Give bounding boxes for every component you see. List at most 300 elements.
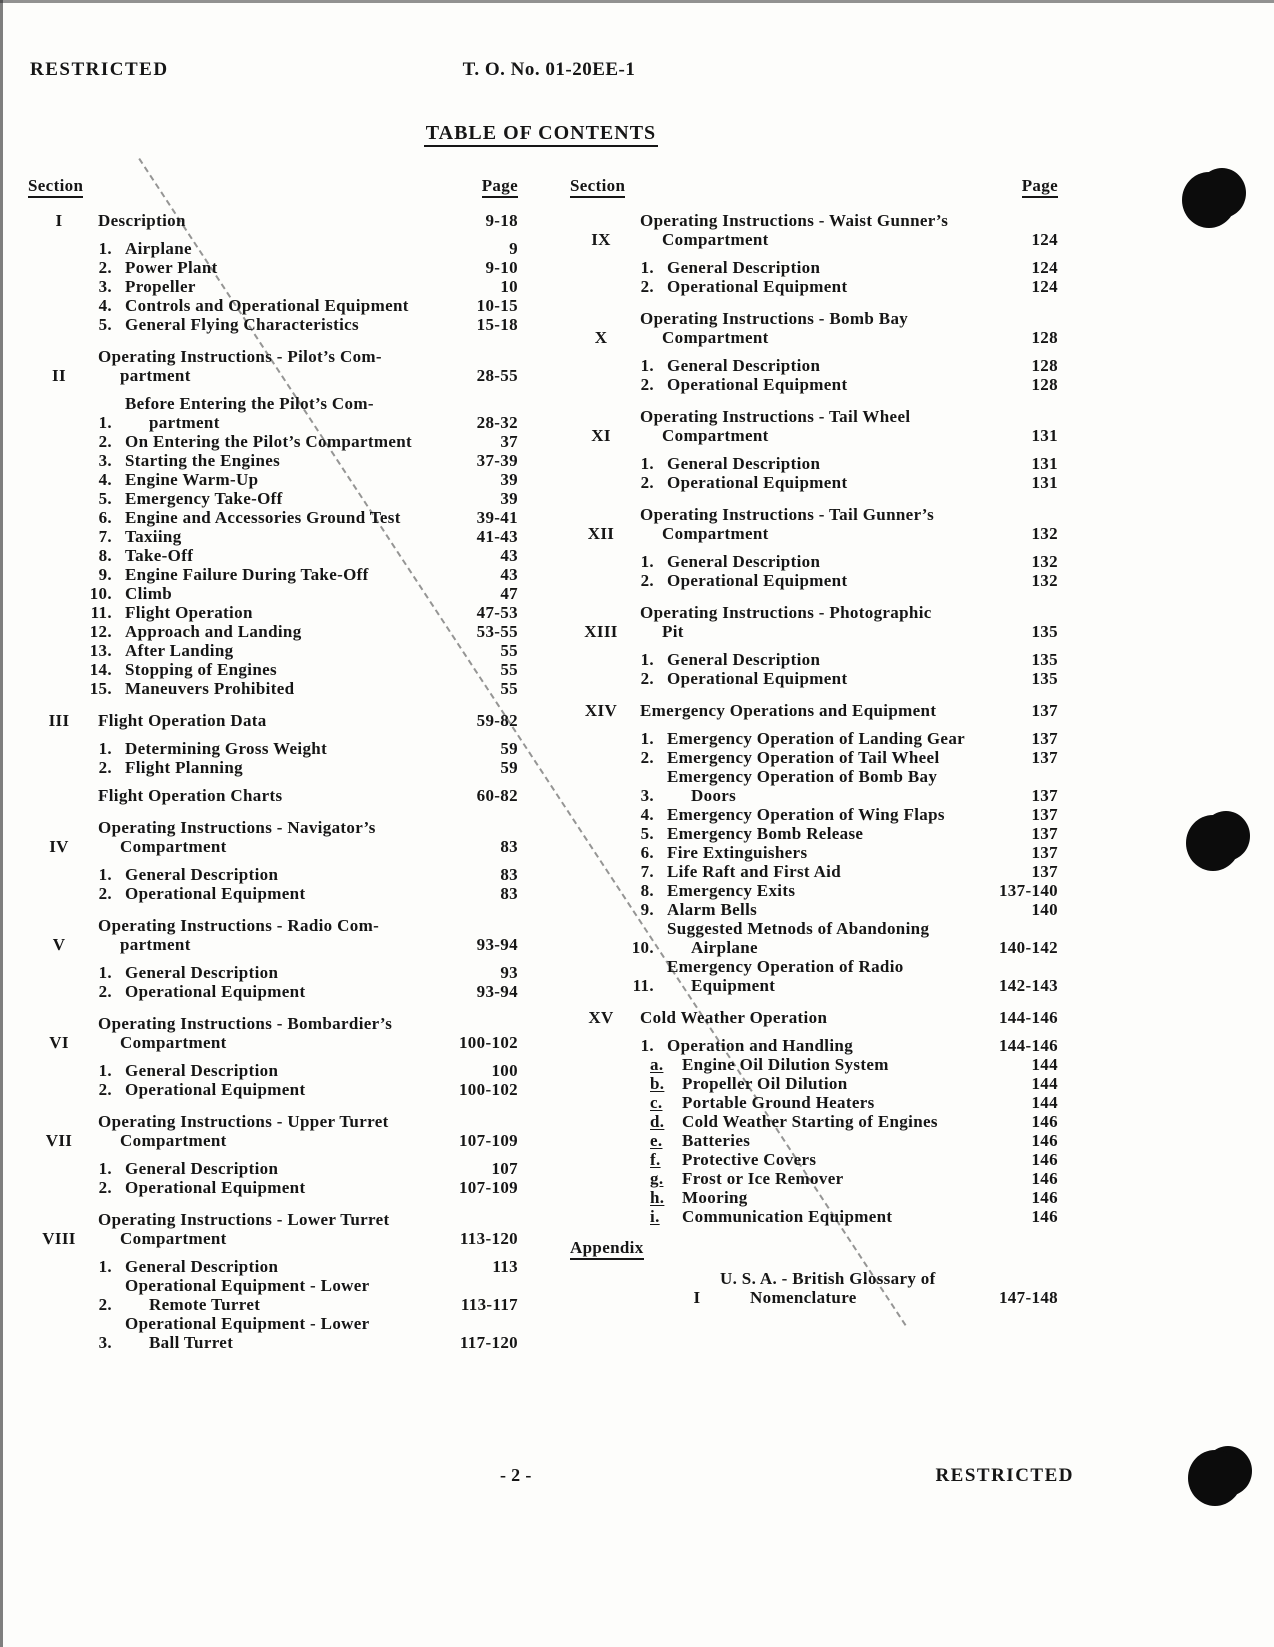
entry-title-line: Operating Instructions - Photographic	[640, 603, 932, 622]
toc-item-row	[28, 1178, 518, 1197]
entry-title	[98, 1210, 454, 1248]
entry-title-line: Operating Instructions - Navigator’s	[98, 818, 376, 837]
entry-title-line: Cold Weather Operation	[640, 1008, 828, 1027]
entry-title-line: On Entering the Pilot’s Compartment	[125, 432, 413, 451]
entry-label: XII	[587, 524, 615, 543]
entry-label: II	[52, 366, 66, 385]
toc-section-row	[570, 701, 1058, 720]
entry-title-line: General Description	[667, 258, 821, 277]
entry-page: 39-41	[476, 508, 518, 527]
entry-label: h.	[650, 1188, 665, 1207]
entry-page: 107-109	[458, 1178, 518, 1197]
entry-title-line: Emergency Operation of Tail Wheel	[667, 748, 940, 767]
entry-label: 2.	[640, 669, 654, 688]
entry-title-line: Propeller	[125, 277, 196, 296]
entry-label: f.	[650, 1150, 661, 1169]
entry-label: g.	[650, 1169, 664, 1188]
entry-label: 3.	[98, 277, 112, 296]
toc-item-row	[570, 748, 1058, 767]
entry-label: 11.	[632, 976, 654, 995]
page-column-header: Page	[1022, 176, 1058, 198]
entry-page: 113	[492, 1257, 518, 1276]
entry-label: 2.	[98, 1295, 112, 1314]
entry-title-line: Cold Weather Starting of Engines	[682, 1112, 938, 1131]
entry-title-line: Starting the Engines	[125, 451, 281, 470]
toc-item-row	[570, 957, 1058, 995]
entry-title	[720, 1269, 993, 1307]
toc-item-row	[28, 394, 518, 432]
entry-page: 137	[1031, 701, 1058, 720]
entry-title-line: Ball Turret	[149, 1333, 234, 1352]
toc-item-row	[28, 679, 518, 698]
entry-label: 2.	[640, 571, 654, 590]
entry-page: 60-82	[476, 786, 518, 805]
entry-title-line: Flight Operation Charts	[98, 786, 283, 805]
entry-label: 1.	[640, 729, 654, 748]
entry-title-line: Maneuvers Prohibited	[125, 679, 295, 698]
entry-title-line: Engine and Accessories Ground Test	[125, 508, 401, 527]
entry-page: 93-94	[476, 982, 518, 1001]
entry-label: a.	[650, 1055, 664, 1074]
entry-title	[682, 1207, 1025, 1226]
entry-title-line: Operational Equipment - Lower	[125, 1314, 370, 1333]
entry-title-line: Frost or Ice Remover	[682, 1169, 844, 1188]
entry-page: 107	[491, 1159, 518, 1178]
entry-title	[640, 603, 1025, 641]
entry-label: 5.	[98, 489, 112, 508]
entry-page: 100-102	[458, 1080, 518, 1099]
toc-item-row	[570, 862, 1058, 881]
entry-title	[640, 505, 1025, 543]
entry-title	[125, 451, 471, 470]
toc-section-row	[28, 347, 518, 385]
toc-item-row	[570, 473, 1058, 492]
toc-item-row	[28, 982, 518, 1001]
column-header	[570, 176, 1058, 198]
entry-page: 144	[1031, 1093, 1058, 1112]
entry-title-line: General Flying Characteristics	[125, 315, 359, 334]
toc-heading-row	[570, 1238, 1058, 1260]
entry-title	[98, 1112, 453, 1150]
entry-label: 1.	[640, 650, 654, 669]
entry-label: 2.	[98, 1080, 112, 1099]
entry-title	[98, 818, 494, 856]
entry-label: 1.	[640, 356, 654, 375]
entry-title-line: Climb	[125, 584, 173, 603]
entry-page: 144-146	[998, 1008, 1058, 1027]
entry-label: 3.	[98, 1333, 112, 1352]
entry-title-line: partment	[120, 366, 191, 385]
entry-title-line: Power Plant	[125, 258, 218, 277]
entry-title	[640, 1008, 993, 1027]
entry-page: 117-120	[459, 1333, 518, 1352]
entry-label: 10.	[89, 584, 112, 603]
entry-label: c.	[650, 1093, 663, 1112]
entry-label: III	[48, 711, 70, 730]
entry-label: 14.	[89, 660, 112, 679]
entry-title	[125, 1080, 453, 1099]
classification-footer: RESTRICTED	[935, 1465, 1074, 1486]
entry-label: 2.	[640, 748, 654, 767]
entry-title	[682, 1188, 1025, 1207]
document-header	[30, 60, 1244, 86]
entry-title	[125, 679, 494, 698]
entry-title-line: Emergency Operation of Landing Gear	[667, 729, 966, 748]
entry-label: b.	[650, 1074, 665, 1093]
entry-title	[667, 805, 1025, 824]
entry-page: 43	[500, 546, 518, 565]
entry-title-line: Before Entering the Pilot’s Com-	[125, 394, 374, 413]
entry-title-line: Portable Ground Heaters	[682, 1093, 875, 1112]
entry-title-line: Emergency Exits	[667, 881, 796, 900]
entry-title	[98, 916, 471, 954]
entry-title-line: Operating Instructions - Bombardier’s	[98, 1014, 393, 1033]
entry-title	[570, 1238, 1058, 1260]
entry-page: 10	[500, 277, 518, 296]
entry-title-line: Emergency Operation of Bomb Bay	[667, 767, 938, 786]
entry-page: 144-146	[998, 1036, 1058, 1055]
entry-title-line: Compartment	[120, 1131, 227, 1150]
entry-label: i.	[650, 1207, 660, 1226]
toc-column-left	[28, 176, 518, 1352]
entry-title-line: Operational Equipment	[125, 982, 306, 1001]
toc-item-row	[28, 239, 518, 258]
entry-label: 2.	[98, 432, 112, 451]
toc-letter-row	[570, 1188, 1058, 1207]
entry-title-line: Equipment	[691, 976, 776, 995]
entry-label: 8.	[98, 546, 112, 565]
entry-label: 1.	[98, 1159, 112, 1178]
entry-title-line: General Description	[125, 865, 279, 884]
entry-title	[640, 701, 1025, 720]
entry-title	[125, 432, 494, 451]
toc-item-row	[28, 258, 518, 277]
entry-label: 15.	[89, 679, 112, 698]
entry-page: 39	[500, 470, 518, 489]
entry-label: 5.	[98, 315, 112, 334]
toc-item-row	[28, 641, 518, 660]
entry-label: 9.	[640, 900, 654, 919]
entry-title-line: General Description	[125, 1257, 279, 1276]
entry-title-line: Airplane	[125, 239, 192, 258]
page-title-wrap	[0, 124, 1274, 147]
entry-label: 2.	[98, 1178, 112, 1197]
toc-section-row	[570, 1008, 1058, 1027]
toc-section-row	[28, 1014, 518, 1052]
entry-page: 124	[1031, 258, 1058, 277]
entry-title	[125, 884, 494, 903]
entry-label: 1.	[98, 1061, 112, 1080]
entry-title-line: Operating Instructions - Tail Wheel	[640, 407, 911, 426]
toc-item-row	[28, 1257, 518, 1276]
toc-letter-row	[570, 1169, 1058, 1188]
entry-page: 93	[500, 963, 518, 982]
entry-page: 100-102	[458, 1033, 518, 1052]
section-column-header: Section	[570, 176, 625, 198]
entry-title	[125, 296, 471, 315]
entry-label: 1.	[640, 258, 654, 277]
entry-title	[667, 881, 993, 900]
entry-page: 107-109	[458, 1131, 518, 1150]
entry-label: I	[693, 1288, 701, 1307]
entry-label: 13.	[89, 641, 112, 660]
entry-page: 132	[1031, 552, 1058, 571]
entry-page: 10-15	[476, 296, 518, 315]
toc-column-right	[570, 176, 1058, 1307]
toc-item-row	[28, 865, 518, 884]
toc-item-row	[570, 1036, 1058, 1055]
entry-title	[682, 1131, 1025, 1150]
entry-title-line: Protective Covers	[682, 1150, 817, 1169]
toc-item-row	[28, 470, 518, 489]
toc-plain-row	[28, 786, 518, 805]
entry-title	[125, 584, 494, 603]
entry-label: 1.	[640, 454, 654, 473]
entry-label: 4.	[98, 296, 112, 315]
entry-page: 113-120	[459, 1229, 518, 1248]
entry-title-line: Compartment	[662, 524, 769, 543]
entry-label: 2.	[640, 277, 654, 296]
entry-title	[125, 982, 471, 1001]
entry-label: 4.	[98, 470, 112, 489]
entry-title-line: Operational Equipment	[125, 1080, 306, 1099]
entry-title-line: Take-Off	[125, 546, 194, 565]
entry-page: 128	[1031, 356, 1058, 375]
toc-item-row	[28, 296, 518, 315]
page-column-header: Page	[482, 176, 518, 198]
entry-page: 55	[500, 679, 518, 698]
entry-label: VII	[45, 1131, 73, 1150]
entry-title-line: Operational Equipment	[125, 1178, 306, 1197]
entry-label: 2.	[640, 375, 654, 394]
toc-item-row	[570, 919, 1058, 957]
entry-title	[667, 571, 1025, 590]
entry-title-line: Compartment	[662, 328, 769, 347]
toc-item-row	[28, 1276, 518, 1314]
toc-section-row	[28, 916, 518, 954]
entry-title	[125, 603, 471, 622]
toc-letter-row	[570, 1112, 1058, 1131]
entry-page: 41-43	[476, 527, 518, 546]
toc-section-row	[28, 211, 518, 230]
entry-title-line: Operating Instructions - Radio Com-	[98, 916, 380, 935]
entry-label: 6.	[98, 508, 112, 527]
toc-item-row	[570, 767, 1058, 805]
entry-title-line: Determining Gross Weight	[125, 739, 328, 758]
entry-label: 1.	[640, 552, 654, 571]
entry-title-line: General Description	[667, 552, 821, 571]
entry-title	[667, 919, 993, 957]
entry-title-line: Compartment	[662, 230, 769, 249]
scan-edge-left	[0, 0, 3, 1647]
entry-label: 2.	[98, 758, 112, 777]
entry-title-line: General Description	[125, 1159, 279, 1178]
entry-title-line: Operational Equipment	[125, 884, 306, 903]
entry-title-line: Emergency Operations and Equipment	[640, 701, 937, 720]
toc-section-row	[570, 505, 1058, 543]
entry-title	[682, 1093, 1025, 1112]
entry-label: 7.	[98, 527, 112, 546]
entry-title	[640, 407, 1025, 445]
toc-item-row	[28, 1061, 518, 1080]
entry-page: 131	[1031, 426, 1058, 445]
entry-title	[667, 957, 993, 995]
entry-page: 37-39	[476, 451, 518, 470]
entry-title	[667, 356, 1025, 375]
toc-item-row	[28, 277, 518, 296]
entry-title	[125, 565, 494, 584]
entry-page: 93-94	[476, 935, 518, 954]
toc-letter-row	[570, 1093, 1058, 1112]
toc-appendix-row	[570, 1269, 1058, 1307]
entry-page: 131	[1031, 473, 1058, 492]
entry-title-line: General Description	[667, 356, 821, 375]
entry-title-line: Approach and Landing	[125, 622, 302, 641]
entry-title	[125, 865, 494, 884]
section-column-header: Section	[28, 176, 83, 198]
entry-title	[682, 1055, 1025, 1074]
entry-title-line: Propeller Oil Dilution	[682, 1074, 848, 1093]
toc-letter-row	[570, 1074, 1058, 1093]
entry-page: 43	[500, 565, 518, 584]
entry-title-line: partment	[120, 935, 191, 954]
entry-page: 9-18	[485, 211, 518, 230]
entry-label: 1.	[98, 239, 112, 258]
entry-label: 7.	[640, 862, 654, 881]
entry-label: 5.	[640, 824, 654, 843]
entry-title-line: Alarm Bells	[667, 900, 758, 919]
toc-item-row	[28, 489, 518, 508]
entry-label: XV	[588, 1008, 614, 1027]
entry-page: 39	[500, 489, 518, 508]
entry-title-line: Nomenclature	[750, 1288, 857, 1307]
punch-hole	[1182, 172, 1236, 228]
entry-page: 47	[500, 584, 518, 603]
document-footer	[0, 1466, 1274, 1492]
entry-title-line: Airplane	[691, 938, 758, 957]
entry-title-line: Emergency Bomb Release	[667, 824, 864, 843]
toc-section-row	[570, 603, 1058, 641]
entry-label: 2.	[98, 884, 112, 903]
entry-title	[667, 729, 1025, 748]
entry-title-line: Compartment	[120, 1229, 227, 1248]
toc-section-row	[570, 407, 1058, 445]
entry-title-line: U. S. A. - British Glossary of	[720, 1269, 936, 1288]
entry-title	[125, 546, 494, 565]
toc-item-row	[570, 805, 1058, 824]
toc-item-row	[28, 884, 518, 903]
entry-title-line: Controls and Operational Equipment	[125, 296, 409, 315]
toc-letter-row	[570, 1131, 1058, 1150]
entry-title-line: Flight Operation	[125, 603, 253, 622]
toc-item-row	[570, 669, 1058, 688]
entry-title	[667, 473, 1025, 492]
toc-section-row	[28, 711, 518, 730]
toc-item-row	[28, 963, 518, 982]
toc-item-row	[28, 565, 518, 584]
toc-item-row	[28, 527, 518, 546]
entry-label: X	[594, 328, 608, 347]
entry-page: 144	[1031, 1055, 1058, 1074]
entry-title-line: Operating Instructions - Lower Turret	[98, 1210, 390, 1229]
entry-label: XI	[591, 426, 611, 445]
entry-title	[125, 739, 494, 758]
doc-number: T. O. No. 01-20EE-1	[462, 59, 636, 80]
entry-title	[667, 375, 1025, 394]
entry-page: 47-53	[476, 603, 518, 622]
entry-label: 2.	[98, 258, 112, 277]
entry-title	[125, 258, 479, 277]
entry-title-line: Operating Instructions - Upper Turret	[98, 1112, 389, 1131]
toc-item-row	[28, 739, 518, 758]
toc-item-row	[28, 432, 518, 451]
entry-title	[125, 1061, 485, 1080]
entry-label: IX	[591, 230, 611, 249]
toc-letter-row	[570, 1207, 1058, 1226]
entry-title-line: Suggested Metnods of Abandoning	[667, 919, 930, 938]
toc-item-row	[28, 1314, 518, 1352]
entry-page: 142-143	[998, 976, 1058, 995]
entry-title	[98, 711, 471, 730]
entry-title	[125, 394, 471, 432]
toc-letter-row	[570, 1150, 1058, 1169]
entry-title	[682, 1112, 1025, 1131]
entry-page: 83	[500, 865, 518, 884]
entry-page: 146	[1031, 1169, 1058, 1188]
entry-title	[125, 963, 494, 982]
entry-title-line: Operational Equipment	[667, 571, 848, 590]
entry-label: V	[52, 935, 66, 954]
entry-title	[640, 309, 1025, 347]
entry-title	[125, 1314, 454, 1352]
entry-title-line: Operational Equipment	[667, 375, 848, 394]
entry-page: 132	[1031, 524, 1058, 543]
entry-title-line: Compartment	[120, 1033, 227, 1052]
entry-title-line: Emergency Take-Off	[125, 489, 283, 508]
entry-title	[667, 552, 1025, 571]
entry-title-line: Remote Turret	[149, 1295, 261, 1314]
column-header	[28, 176, 518, 198]
entry-page: 146	[1031, 1112, 1058, 1131]
entry-title	[98, 347, 471, 385]
entry-page: 59-82	[476, 711, 518, 730]
toc-item-row	[28, 508, 518, 527]
entry-label: 3.	[98, 451, 112, 470]
entry-label: VI	[49, 1033, 69, 1052]
entry-page: 146	[1031, 1150, 1058, 1169]
entry-label: 1.	[640, 1036, 654, 1055]
entry-title	[667, 277, 1025, 296]
entry-title-line: partment	[149, 413, 220, 432]
toc-item-row	[28, 546, 518, 565]
entry-title-line: Appendix	[570, 1238, 644, 1260]
entry-page: 113-117	[460, 1295, 518, 1314]
entry-label: 1.	[98, 413, 112, 432]
entry-title	[682, 1169, 1025, 1188]
entry-page: 137	[1031, 862, 1058, 881]
entry-title-line: General Description	[667, 454, 821, 473]
entry-page: 128	[1031, 375, 1058, 394]
entry-title-line: Batteries	[682, 1131, 751, 1150]
entry-label: 1.	[98, 865, 112, 884]
entry-page: 132	[1031, 571, 1058, 590]
entry-title	[640, 211, 1025, 249]
toc-section-row	[28, 818, 518, 856]
entry-label: 11.	[90, 603, 112, 622]
entry-page: 37	[500, 432, 518, 451]
entry-title-line: Operational Equipment	[667, 473, 848, 492]
entry-label: d.	[650, 1112, 665, 1131]
